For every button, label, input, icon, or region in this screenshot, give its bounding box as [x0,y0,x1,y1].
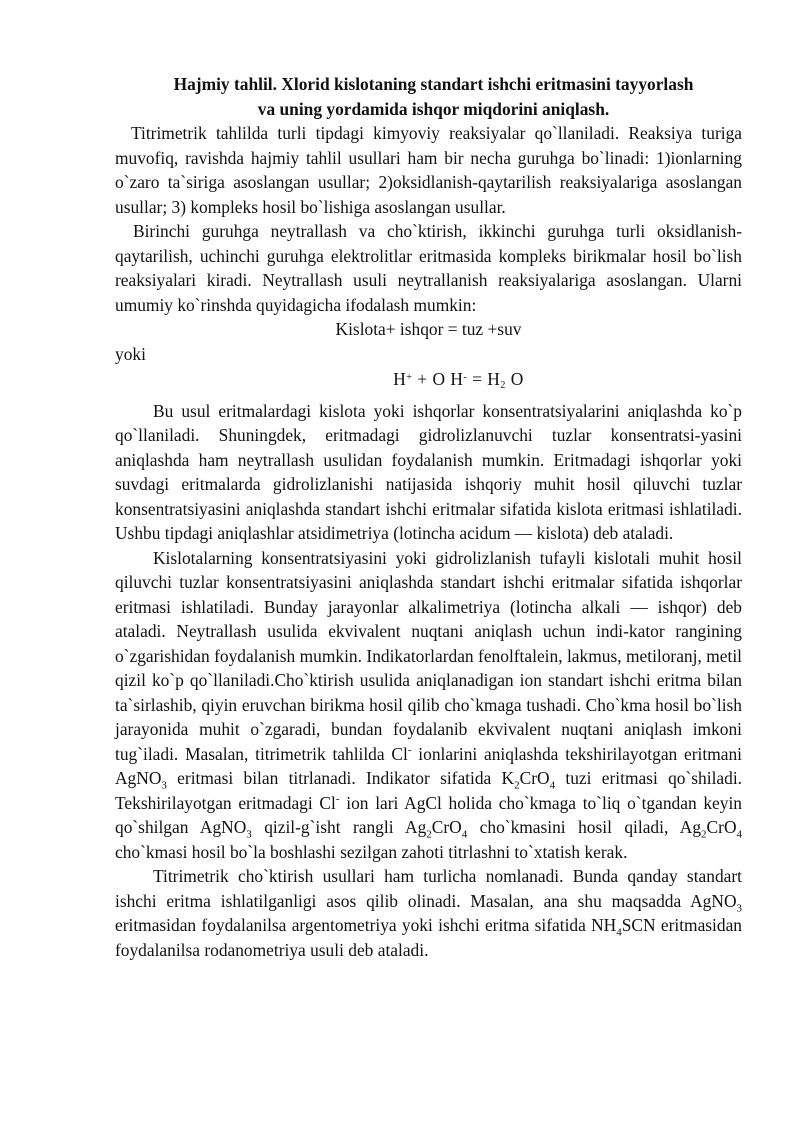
p4-text-11: cho`kmasi hosil bo`la boshlashi sezilgan zahoti titrlashni to`xtatish kerak. [115,841,628,862]
eq2-h2-sub: 2 [500,380,506,391]
equation-1: Kislota+ ishqor = tuz +suv [335,319,522,339]
p4-sup-1: - [407,743,412,756]
p4-sup-5: - [335,792,340,805]
paragraph-5 [115,864,742,962]
p4-text-3: eritmasi bilan titrlanadi. Indikator sifatida K [166,768,515,788]
p4-text-9: cho`kmasini hosil qiladi, Ag [467,817,702,837]
eq2-oh: O H [432,369,464,389]
eq2-h: H [393,369,407,389]
p4-sub-3: 2 [514,779,520,792]
p5-text-1: Titrimetrik cho`ktirish usullari ham turlicha nomlanadi. Bunda qanday standart ishchi eritma ishlatilganligi asos qilib olinadi. Masalan, ana shu maqsadda AgNO [115,866,742,911]
document-page [115,72,742,962]
eq2-equals: = [467,369,488,389]
eq2-oh-charge: - [463,372,468,383]
p4-text-6: ion lari AgCl holida cho`kmaga to`liq o`tgandan keyin qo`shilgan AgNO [115,792,742,837]
eq2-h2: H [487,369,501,389]
p4-sub-6: 3 [246,828,252,841]
p4-sub-9: 2 [701,828,707,841]
p5-text-3: SCN eritmasidan foydalanilsa rodanometriya usuli deb ataladi. [115,915,742,960]
p5-text-2: eritmasidan foydalanilsa argentometriya yoki ishchi eritma sifatida NH [115,915,617,935]
p4-sub-2: 3 [161,779,167,792]
p4-text-7: qizil-g`isht rangli Ag [251,817,427,837]
p4-text-8: CrO [431,817,462,837]
p4-text-2: ionlarini aniqlashda tekshirilayotgan eritmani AgNO [115,743,742,788]
title-line-2: va uning yordamida ishqor miqdorini aniqlash. [257,98,610,119]
p4-sub-4: 4 [549,779,556,792]
or-label: yoki [115,343,146,364]
paragraph-3: Bu usul eritmalardagi kislota yoki ishqorlar konsentratsiyalarini aniqlashda ko`p qo`llaniladi. Shuningdek, eritmadagi gidrolizlanuvchi tuzlar konsentratsi-yasini aniqlashda ham neytrallash usulidan foydalanish mumkin. Eritmadagi ishqorlar yoki suvdagi eritmalarda gidrolizlanishi natijasida ishqoriy muhit hosil qiluvchi tuzlar konsentratsiyasini aniqlashda standart ishchi eritmalar sifatida kislota eritmasi ishlatiladi. Ushbu tipdagi aniqlashlar atsidimetriya (lotincha acidum — kislota) deb ataladi. [115,400,742,543]
p4-text-4: CrO [519,768,550,788]
p4-sub-10: 4 [736,828,742,841]
eq2-o: O [505,369,524,389]
document-title [125,72,742,121]
eq2-h-charge: + [406,372,413,383]
eq2-plus: + [412,369,433,389]
paragraph-2: Birinchi guruhga neytrallash va cho`ktirish, ikkinchi guruhga turli oksidlanish-qaytarilish, uchinchi guruhga elektrolitlar eritmasida kompleks birikmalar hosil bo`lish reaksiyalari kiradi. Neytrallash usuli neytrallanish reaksiyalariga asoslangan. Ularni umumiy ko`rinshda quyidagicha ifodalash mumkin: [115,221,742,315]
p5-sub-2: 4 [616,926,622,939]
equation-2 [115,366,742,399]
p5-sub-1: 3 [736,901,742,914]
paragraph-1: Titrimetrik tahlilda turli tipdagi kimyoviy reaksiyalar qo`llaniladi. Reaksiya turiga muvofiq, ravishda hajmiy tahlil usullari ham bir necha guruhga bo`linadi: 1)ionlarning o`zaro ta`siriga asoslangan usullar; 2)oksidlanish-qaytarilish reaksiyalariga asoslangan usullar; 3) kompleks hosil bo`lishiga asoslangan usullar. [115,123,742,217]
title-line-1: Hajmiy tahlil. Xlorid kislotaning standart ishchi eritmasini tayyorlash [173,74,694,94]
p4-text-5: tuzi eritmasi qo`shiladi. Tekshirilayotgan eritmadagi Cl [115,768,742,813]
p4-text-10: CrO [706,817,737,837]
p4-sub-8: 4 [461,828,468,841]
p4-sub-7: 2 [426,828,432,841]
p4-text-1: Kislotalarning konsentratsiyasini yoki gidrolizlanish tufayli kislotali muhit hosil qiluvchi tuzlar konsentratsiyasini aniqlashda standart ishchi eritmalar sifatida ishqorlar eritmasi ishlatiladi. Bunday jarayonlar alkalimetriya (lotincha alkali — ishqor) deb ataladi. Neytrallash usulida ekvivalent nuqtani aniqlash uchun indi-kator rangining o`zgarishidan foydalanish mumkin. Indikatorlardan fenolftalein, lakmus, metiloranj, metil qizil ko`p qo`llaniladi.Cho`ktirish usulida aniqlanadigan ion standart ishchi eritma bilan ta`sirlashib, qiyin eruvchan birikma hosil qilib cho`kmaga tushadi. Cho`kma hosil bo`lish jarayonida muhit o`zgaradi, bundan foydalanib ekvivalent nuqtani aniqlash imkoni tug`iladi. Masalan, titrimetrik tahlilda Cl [115,547,742,764]
paragraph-4 [115,546,742,865]
